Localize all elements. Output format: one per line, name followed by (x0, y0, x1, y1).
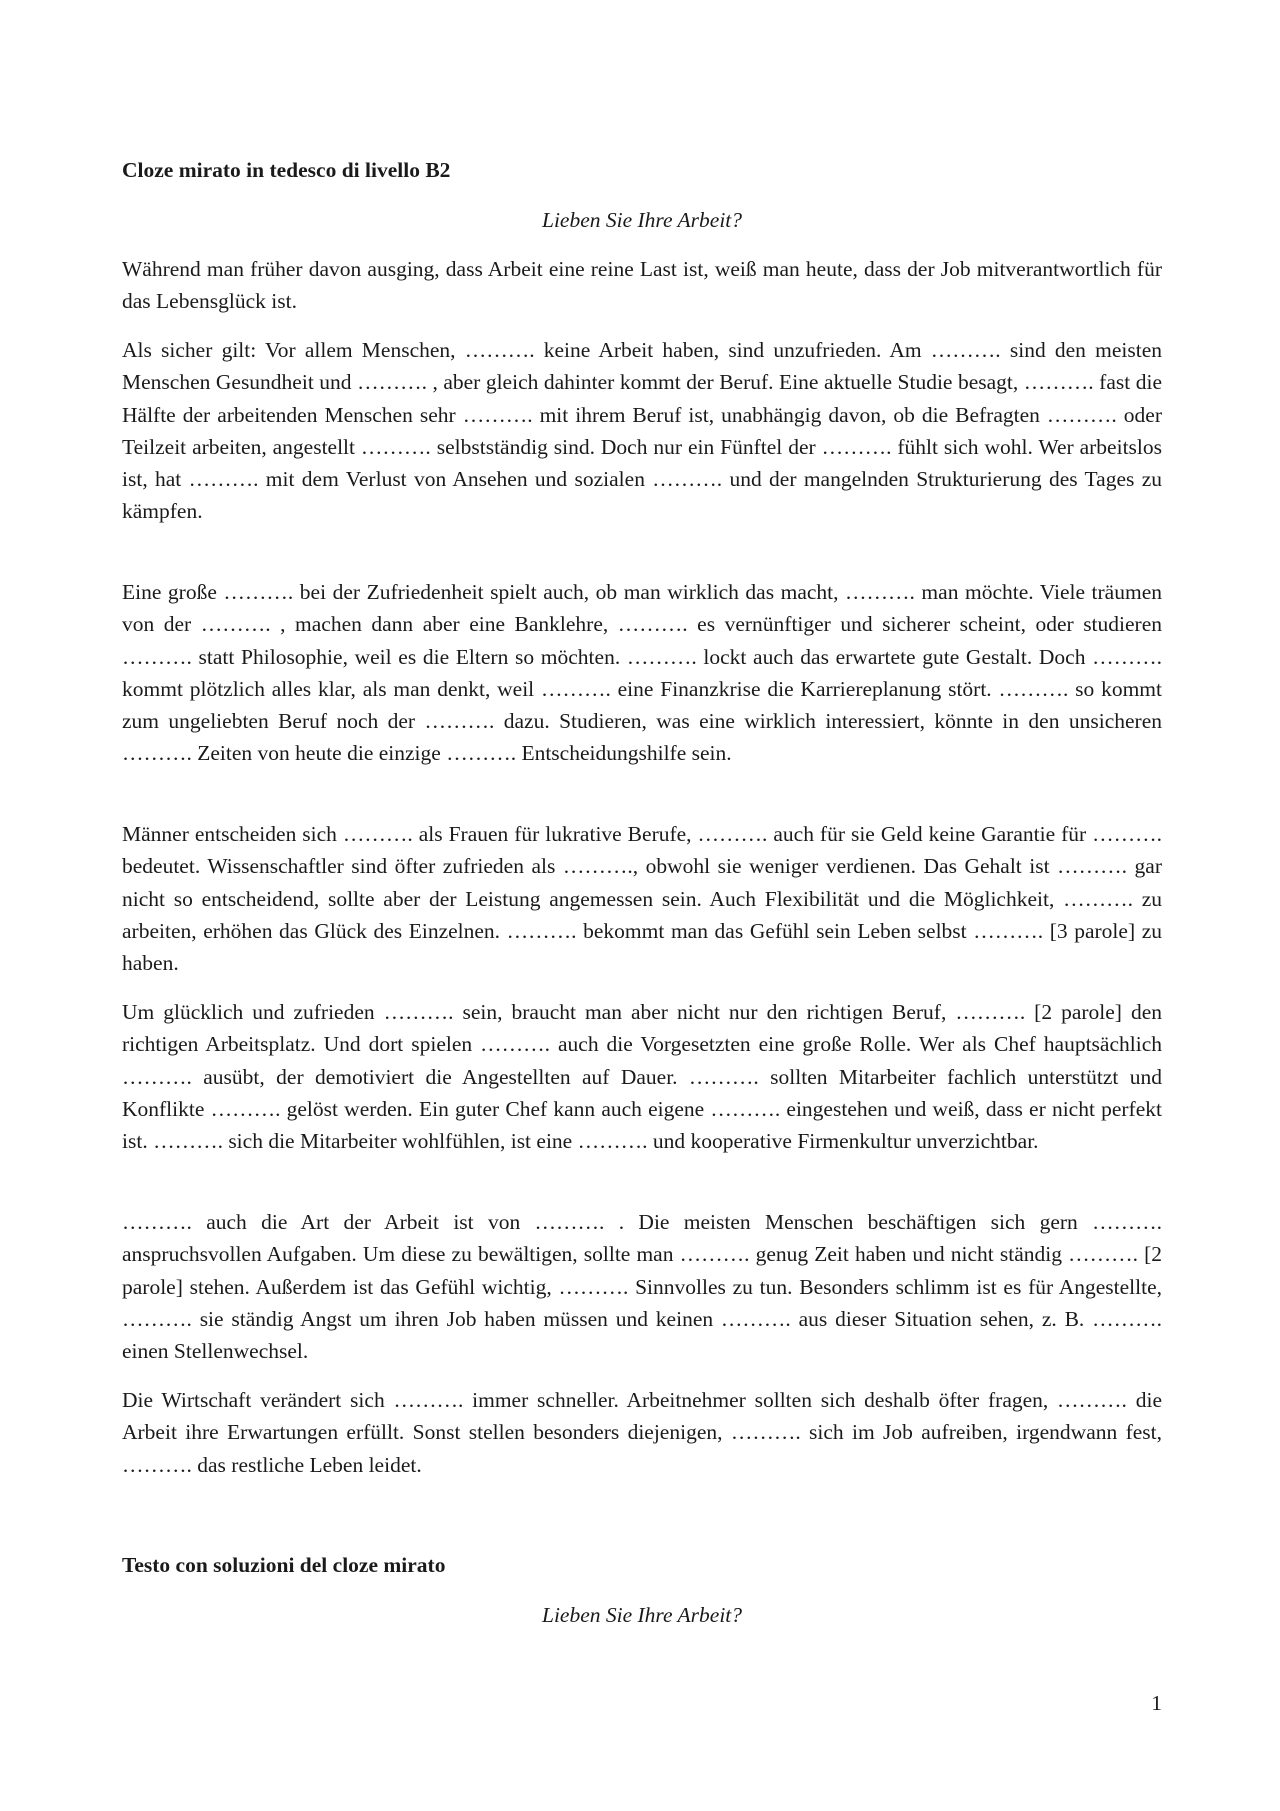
page-number: 1 (1151, 1691, 1162, 1715)
paragraph-1: Während man früher davon ausging, dass Arbeit eine reine Last ist, weiß man heute, dass der Job mitverantwortlich für das Lebensglück ist. (122, 257, 1162, 314)
text-title: Lieben Sie Ihre Arbeit? (541, 208, 743, 232)
paragraph-7: Die Wirtschaft verändert sich ………. immer schneller. Arbeitnehmer sollten sich deshalb öfter fragen, ………. die Arbeit ihre Erwartungen erfüllt. Sonst stellen besonders diejenigen, ………. sich im Job aufreiben, irgendwann fest, ………. das restliche Leben leidet. (122, 1388, 1162, 1477)
paragraph-6: ………. auch die Art der Arbeit ist von ………. . Die meisten Menschen beschäftigen sich gern ………. anspruchsvollen Aufgaben. Um diese zu bewältigen, sollte man ………. genug Zeit haben und nicht ständig ………. [2 parole] stehen. Außerdem ist das Gefühl wichtig, ………. Sinnvolles zu tun. Besonders schlimm ist es für Angestellte, ………. sie ständig Angst um ihren Job haben müssen und keinen ………. aus dieser Situation sehen, z. B. ………. einen Stellenwechsel. (122, 1210, 1162, 1364)
paragraph-2: Als sicher gilt: Vor allem Menschen, ………. keine Arbeit haben, sind unzufrieden. Am ………. sind den meisten Menschen Gesundheit und ………. , aber gleich dahinter kommt der Beruf. Eine aktuelle Studie besagt, ………. fast die Hälfte der arbeitenden Menschen sehr ………. mit ihrem Beruf ist, unabhängig davon, ob die Befragten ………. oder Teilzeit arbeiten, angestellt ………. selbstständig sind. Doch nur ein Fünftel der ………. fühlt sich wohl. Wer arbeitslos ist, hat ………. mit dem Verlust von Ansehen und sozialen ………. und der mangelnden Strukturierung des Tages zu kämpfen. (122, 338, 1162, 524)
paragraph-5: Um glücklich und zufrieden ………. sein, braucht man aber nicht nur den richtigen Beruf, ………. [2 parole] den richtigen Arbeitsplatz. Und dort spielen ………. auch die Vorgesetzten eine große Rolle. Wer als Chef hauptsächlich ………. ausübt, der demotiviert die Angestellten auf Dauer. ………. sollten Mitarbeiter fachlich unterstützt und Konflikte ………. gelöst werden. Ein guter Chef kann auch eigene ………. eingestehen und weiß, dass er nicht perfekt ist. ………. sich die Mitarbeiter wohlfühlen, ist eine ………. und kooperative Firmenkultur unverzichtbar. (122, 1000, 1162, 1154)
solutions-text-title: Lieben Sie Ihre Arbeit? (541, 1603, 743, 1627)
paragraph-4: Männer entscheiden sich ………. als Frauen für lukrative Berufe, ………. auch für sie Geld keine Garantie für ………. bedeutet. Wissenschaftler sind öfter zufrieden als ………., obwohl sie weniger verdienen. Das Gehalt ist ………. gar nicht so entscheidend, sollte aber der Leistung angemessen sein. Auch Flexibilität und die Möglichkeit, ………. zu arbeiten, erhöhen das Glück des Einzelnen. ………. bekommt man das Gefühl sein Leben selbst ………. [3 parole] zu haben. (122, 822, 1162, 976)
paragraph-3: Eine große ………. bei der Zufriedenheit spielt auch, ob man wirklich das macht, ………. man möchte. Viele träumen von der ………. , machen dann aber eine Banklehre, ………. es vernünftiger und sicherer scheint, oder studieren ………. statt Philosophie, weil es die Eltern so möchten. ………. lockt auch das erwartete gute Gestalt. Doch ………. kommt plötzlich alles klar, als man denkt, weil ………. eine Finanzkrise die Karriereplanung stört. ………. so kommt zum ungeliebten Beruf noch der ………. dazu. Studieren, was eine wirklich interessiert, könnte in den unsicheren ………. Zeiten von heute die einzige ………. Entscheidungshilfe sein. (122, 580, 1162, 766)
section-heading-solutions: Testo con soluzioni del cloze mirato (122, 1553, 446, 1577)
section-heading-cloze: Cloze mirato in tedesco di livello B2 (122, 158, 451, 182)
document-page (122, 0, 1162, 1811)
